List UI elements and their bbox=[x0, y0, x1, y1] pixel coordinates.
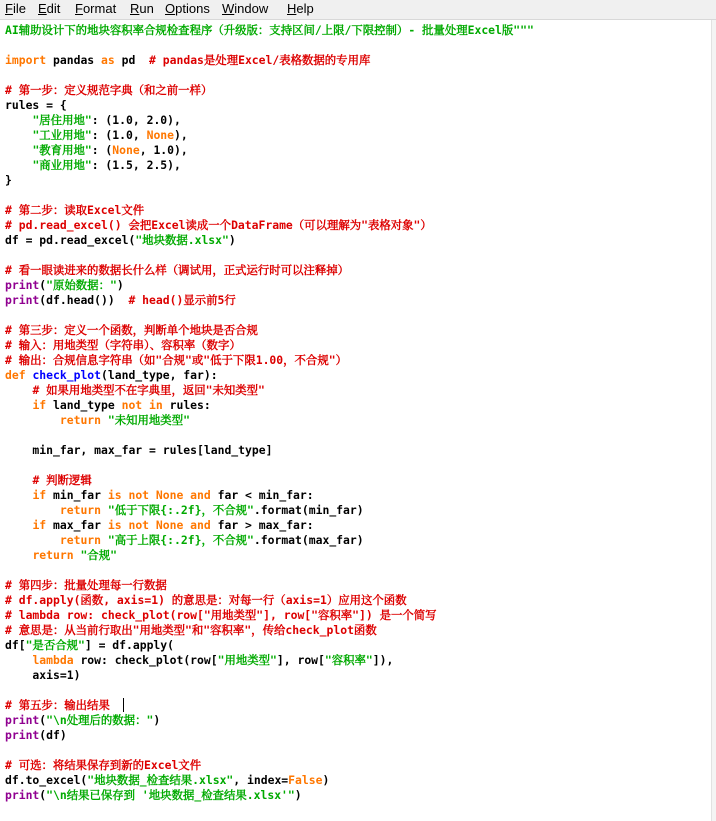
code-line[interactable] bbox=[5, 533, 364, 548]
code-token: None bbox=[112, 143, 140, 157]
code-token: "用地类型" bbox=[217, 653, 277, 667]
code-token: as bbox=[101, 53, 115, 67]
code-line[interactable] bbox=[5, 218, 432, 233]
code-token bbox=[101, 413, 108, 427]
code-line[interactable] bbox=[5, 593, 407, 608]
code-token: # pandas是处理Excel/表格数据的专用库 bbox=[149, 53, 371, 67]
menu-help[interactable]: Help bbox=[287, 1, 314, 16]
code-token: (land_type, far): bbox=[101, 368, 218, 382]
code-line[interactable] bbox=[5, 98, 67, 113]
code-token: ) bbox=[116, 278, 124, 292]
code-line[interactable] bbox=[5, 83, 212, 98]
code-line[interactable] bbox=[5, 608, 437, 623]
code-token: axis=1) bbox=[5, 668, 81, 682]
code-token bbox=[101, 503, 108, 517]
code-token: def bbox=[5, 368, 26, 382]
code-token: # lambda row: check_plot(row["用地类型"], row["容积率"]) 是一个简写 bbox=[5, 608, 437, 622]
code-token: "\n结果已保存到 '地块数据_检查结果.xlsx'" bbox=[46, 788, 295, 802]
code-token: "居住用地" bbox=[32, 113, 92, 127]
code-token: pandas bbox=[46, 53, 102, 67]
code-line[interactable] bbox=[5, 788, 302, 803]
scrollbar[interactable] bbox=[711, 20, 716, 821]
code-line[interactable] bbox=[5, 338, 241, 353]
code-token: min_far, max_far = rules[land_type] bbox=[5, 443, 273, 457]
code-token: : ( bbox=[91, 143, 113, 157]
code-token: ) bbox=[322, 773, 330, 787]
menu-edit[interactable]: Edit bbox=[38, 1, 61, 16]
code-token bbox=[5, 518, 32, 532]
text-cursor bbox=[123, 698, 124, 712]
code-token: not in bbox=[121, 398, 163, 412]
code-token: "未知用地类型" bbox=[107, 413, 190, 427]
code-line[interactable] bbox=[5, 398, 211, 413]
code-token: ( bbox=[39, 713, 47, 727]
code-token: is not None and bbox=[107, 518, 211, 532]
code-token: return bbox=[59, 503, 102, 517]
code-token: max_far bbox=[46, 518, 108, 532]
code-token: import bbox=[5, 53, 47, 67]
code-line[interactable] bbox=[5, 293, 236, 308]
code-token: False bbox=[288, 773, 323, 787]
code-token: "\n处理后的数据：" bbox=[46, 713, 154, 727]
code-token: # 可选：将结果保存到新的Excel文件 bbox=[5, 758, 202, 772]
code-line[interactable] bbox=[5, 383, 265, 398]
code-token: ] = df.apply( bbox=[84, 638, 175, 652]
code-token: ) bbox=[294, 788, 302, 802]
code-token: far < min_far: bbox=[210, 488, 314, 502]
code-token: # 判断逻辑 bbox=[32, 473, 92, 487]
code-line[interactable] bbox=[5, 728, 67, 743]
code-line[interactable] bbox=[5, 23, 534, 38]
code-token: if bbox=[32, 488, 47, 502]
code-token: AI辅助设计下的地块容积率合规检查程序（升级版：支持区间/上限/下限控制）- 批量处理Excel版""" bbox=[5, 23, 534, 37]
code-token: ]), bbox=[372, 653, 394, 667]
code-token: ( bbox=[39, 278, 47, 292]
code-line[interactable] bbox=[5, 323, 258, 338]
code-token: "原始数据：" bbox=[46, 278, 117, 292]
code-token: return bbox=[59, 533, 102, 547]
code-token: print bbox=[5, 788, 40, 802]
menu-format[interactable]: Format bbox=[75, 1, 117, 16]
code-token: ) bbox=[228, 233, 236, 247]
code-token bbox=[5, 113, 32, 127]
code-token: is not None and bbox=[107, 488, 211, 502]
code-token: # head()显示前5行 bbox=[128, 293, 236, 307]
code-token: # 第三步：定义一个函数，判断单个地块是否合规 bbox=[5, 323, 258, 337]
code-line[interactable] bbox=[5, 128, 188, 143]
code-token: lambda bbox=[32, 653, 74, 667]
code-token: df.to_excel( bbox=[5, 773, 88, 787]
menu-window[interactable]: Window bbox=[222, 1, 269, 16]
menu-options[interactable]: Options bbox=[165, 1, 210, 16]
code-line[interactable] bbox=[5, 233, 236, 248]
code-token: print bbox=[5, 293, 40, 307]
code-token: # 如果用地类型不在字典里，返回"未知类型" bbox=[32, 383, 265, 397]
code-token: "合规" bbox=[80, 548, 117, 562]
code-token: "高于上限{:.2f}，不合规" bbox=[107, 533, 254, 547]
code-token: # 看一眼读进来的数据长什么样（调试用，正式运行时可以注释掉） bbox=[5, 263, 350, 277]
code-token: row: check_plot(row[ bbox=[73, 653, 218, 667]
code-token: , 1.0), bbox=[139, 143, 188, 157]
code-token: } bbox=[5, 173, 12, 187]
code-token: , index= bbox=[233, 773, 289, 787]
code-token bbox=[5, 413, 60, 427]
code-line[interactable] bbox=[5, 143, 188, 158]
code-line[interactable] bbox=[5, 113, 181, 128]
code-line[interactable] bbox=[5, 713, 160, 728]
code-token: pd bbox=[114, 53, 150, 67]
code-token: print bbox=[5, 728, 40, 742]
code-token: (df.head()) bbox=[39, 293, 129, 307]
code-token: far > max_far: bbox=[210, 518, 314, 532]
code-token: # 意思是：从当前行取出"用地类型"和"容积率"，传给check_plot函数 bbox=[5, 623, 377, 637]
code-token: : (1.0, 2.0), bbox=[91, 113, 181, 127]
code-token: "是否合规" bbox=[25, 638, 85, 652]
code-token: "工业用地" bbox=[32, 128, 92, 142]
code-line[interactable] bbox=[5, 443, 272, 458]
code-token bbox=[5, 128, 32, 142]
code-token: : (1.5, 2.5), bbox=[91, 158, 181, 172]
code-token: # 输出：合规信息字符串（如"合规"或"低于下限1.00，不合规"） bbox=[5, 353, 347, 367]
code-line[interactable] bbox=[5, 698, 110, 713]
code-token: # 第一步：定义规范字典（和之前一样） bbox=[5, 83, 213, 97]
code-token: df = pd.read_excel( bbox=[5, 233, 136, 247]
code-line[interactable] bbox=[5, 623, 377, 638]
code-line[interactable] bbox=[5, 263, 349, 278]
code-token bbox=[5, 533, 60, 547]
menu-bar bbox=[0, 0, 716, 20]
code-token: ], row[ bbox=[276, 653, 325, 667]
code-token: # 第五步：输出结果 bbox=[5, 698, 110, 712]
code-line[interactable] bbox=[5, 503, 364, 518]
code-token: print bbox=[5, 713, 40, 727]
code-line[interactable] bbox=[5, 353, 347, 368]
code-token: min_far bbox=[46, 488, 108, 502]
code-line[interactable] bbox=[5, 578, 167, 593]
code-token: if bbox=[32, 398, 47, 412]
code-line[interactable] bbox=[5, 368, 218, 383]
code-token: land_type bbox=[46, 398, 122, 412]
code-token: .format(max_far) bbox=[253, 533, 364, 547]
code-token bbox=[5, 383, 32, 397]
code-token: # 第四步：批量处理每一行数据 bbox=[5, 578, 167, 592]
code-line[interactable] bbox=[5, 758, 201, 773]
code-line[interactable] bbox=[5, 203, 144, 218]
code-token: "教育用地" bbox=[32, 143, 92, 157]
code-token: # pd.read_excel() 会把Excel读成一个DataFrame（可以理解为"表格对象"） bbox=[5, 218, 432, 232]
code-token: "地块数据_检查结果.xlsx" bbox=[87, 773, 234, 787]
menu-file[interactable]: File bbox=[5, 1, 26, 16]
code-token bbox=[5, 653, 32, 667]
code-token bbox=[101, 533, 108, 547]
code-line[interactable] bbox=[5, 773, 329, 788]
code-line[interactable] bbox=[5, 638, 174, 653]
code-token: print bbox=[5, 278, 40, 292]
code-token: # 第二步：读取Excel文件 bbox=[5, 203, 145, 217]
code-token: # 输入：用地类型（字符串）、容积率（数字） bbox=[5, 338, 241, 352]
code-line[interactable] bbox=[5, 473, 92, 488]
code-token: None bbox=[146, 128, 175, 142]
code-line[interactable] bbox=[5, 518, 314, 533]
code-line[interactable] bbox=[5, 158, 181, 173]
code-token: .format(min_far) bbox=[253, 503, 364, 517]
code-token: df[ bbox=[5, 638, 26, 652]
code-line[interactable] bbox=[5, 653, 393, 668]
code-token: ), bbox=[174, 128, 188, 142]
code-token: "容积率" bbox=[324, 653, 373, 667]
code-token: # df.apply(函数, axis=1) 的意思是：对每一行（axis=1）应用这个函数 bbox=[5, 593, 407, 607]
code-token bbox=[5, 503, 60, 517]
code-token: (df) bbox=[39, 728, 67, 742]
code-editor[interactable] bbox=[5, 23, 705, 813]
code-line[interactable] bbox=[5, 668, 80, 683]
code-token bbox=[5, 398, 32, 412]
code-token bbox=[5, 488, 32, 502]
code-token: if bbox=[32, 518, 47, 532]
code-token: "低于下限{:.2f}，不合规" bbox=[107, 503, 254, 517]
code-token: rules = { bbox=[5, 98, 67, 112]
code-line[interactable] bbox=[5, 548, 117, 563]
code-line[interactable] bbox=[5, 53, 370, 68]
code-token: check_plot bbox=[32, 368, 102, 382]
code-token bbox=[5, 548, 32, 562]
code-line[interactable] bbox=[5, 173, 12, 188]
code-token: : (1.0, bbox=[91, 128, 147, 142]
code-line[interactable] bbox=[5, 278, 124, 293]
code-token: "地块数据.xlsx" bbox=[135, 233, 229, 247]
code-token: ( bbox=[39, 788, 47, 802]
menu-run[interactable]: Run bbox=[130, 1, 154, 16]
code-token: ) bbox=[153, 713, 161, 727]
code-token bbox=[5, 473, 32, 487]
code-token bbox=[5, 158, 32, 172]
code-token bbox=[5, 143, 32, 157]
code-line[interactable] bbox=[5, 413, 190, 428]
code-line[interactable] bbox=[5, 488, 314, 503]
code-token: return bbox=[32, 548, 74, 562]
code-token: "商业用地" bbox=[32, 158, 92, 172]
code-token: return bbox=[59, 413, 102, 427]
code-token: rules: bbox=[162, 398, 211, 412]
